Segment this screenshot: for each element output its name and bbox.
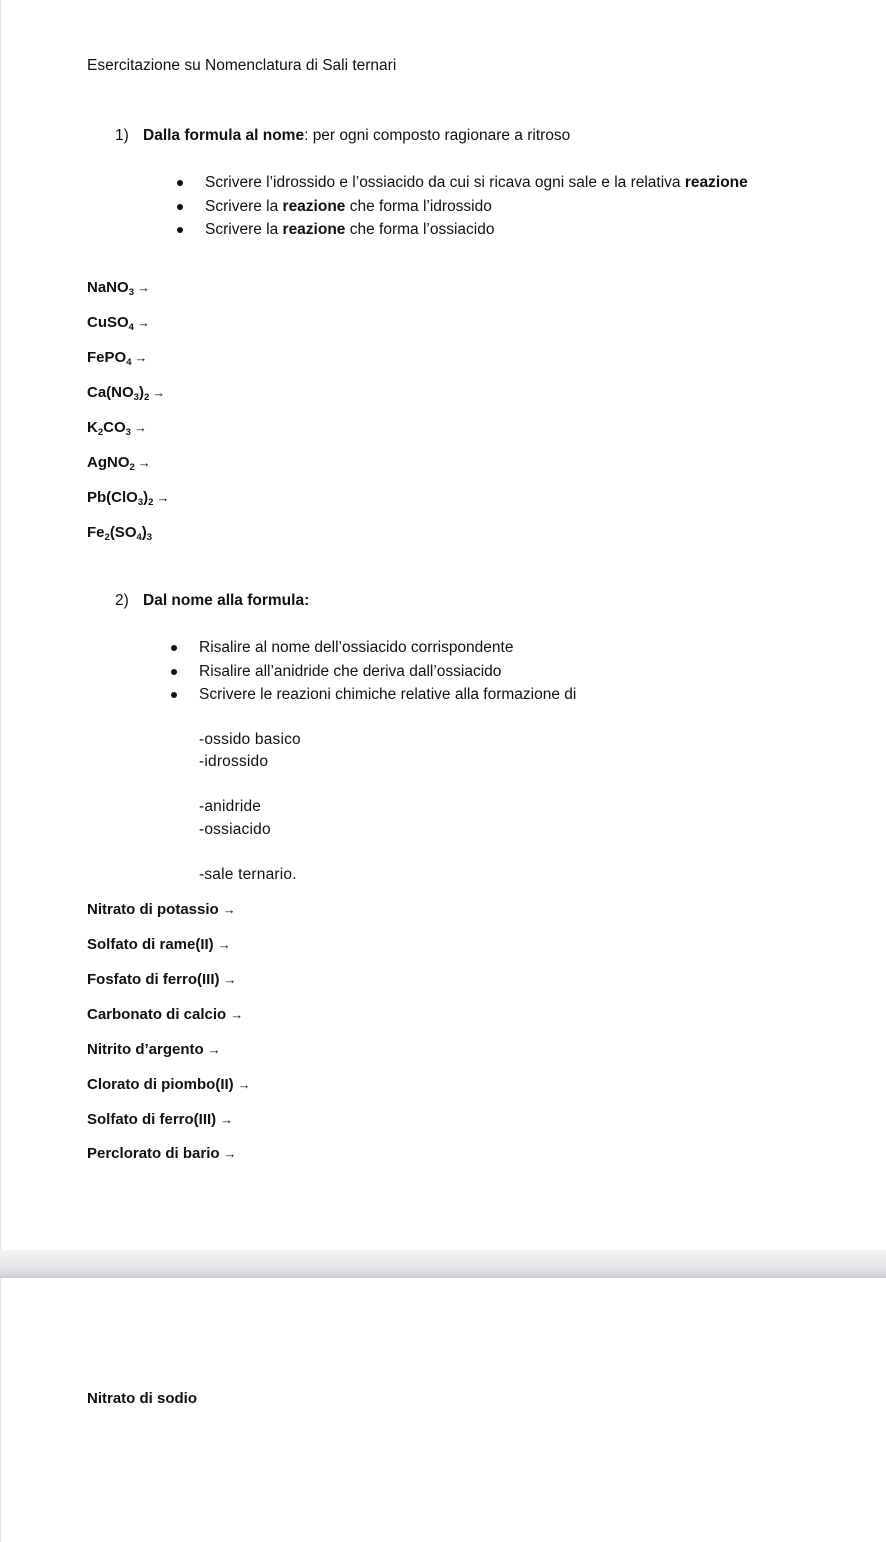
arrow-icon: → bbox=[133, 420, 147, 435]
section-2-number: 2) bbox=[115, 592, 129, 609]
arrow-icon: → bbox=[137, 455, 151, 470]
arrow-icon: → bbox=[217, 937, 231, 952]
formula-row: $Fe_2(SO_4)_3$ bbox=[87, 524, 153, 543]
salt-name-row: Nitrito d’argento → bbox=[87, 1041, 221, 1058]
section-2-heading bbox=[115, 592, 309, 610]
arrow-icon: → bbox=[207, 1042, 221, 1057]
subitem-anidride: -anidride bbox=[199, 798, 262, 815]
arrow-icon: → bbox=[222, 902, 236, 917]
instruction-item: Scrivere le reazioni chimiche relative alla formazione di bbox=[199, 683, 576, 707]
arrow-icon: → bbox=[223, 1146, 237, 1161]
formula-row: $K_2CO_3$ → bbox=[87, 419, 147, 438]
section-2-instructions bbox=[199, 636, 576, 707]
arrow-icon: → bbox=[134, 350, 148, 365]
instruction-item: Risalire all’anidride che deriva dall’ossiacido bbox=[199, 660, 576, 684]
instruction-item: Risalire al nome dell’ossiacido corrispondente bbox=[199, 636, 576, 660]
section-1-instructions bbox=[205, 171, 748, 242]
salt-name-row: Carbonato di calcio → bbox=[87, 1006, 244, 1023]
arrow-icon: → bbox=[156, 490, 170, 505]
arrow-icon: → bbox=[223, 972, 237, 987]
salt-name-row: Solfato di rame(II) → bbox=[87, 936, 231, 953]
formula-row: NaNO$_3$ → bbox=[87, 279, 150, 298]
subitem-sale-ternario: -sale ternario. bbox=[199, 866, 297, 883]
arrow-icon: → bbox=[230, 1007, 244, 1022]
salt-name-row: Nitrato di potassio → bbox=[87, 901, 236, 918]
subitem-ossido-basico: -ossido basico bbox=[199, 731, 301, 748]
formula-row: FePO$_4$ → bbox=[87, 349, 148, 368]
instruction-item: Scrivere la reazione che forma l’ossiacido bbox=[205, 218, 748, 242]
section-1-heading bbox=[115, 127, 570, 145]
arrow-icon: → bbox=[136, 315, 150, 330]
section-1-number: 1) bbox=[115, 127, 129, 144]
section-1-heading-bold: Dalla formula al nome bbox=[143, 127, 305, 144]
document-title: Esercitazione su Nomenclatura di Sali ternari bbox=[87, 57, 397, 74]
formula-row: $Pb(ClO_3)_2$ → bbox=[87, 489, 170, 508]
salt-name-nitrato-di-sodio: Nitrato di sodio bbox=[87, 1390, 197, 1407]
arrow-icon: → bbox=[220, 1112, 234, 1127]
instruction-item: Scrivere l’idrossido e l’ossiacido da cui si ricava ogni sale e la relativa reazione bbox=[205, 171, 748, 195]
page-separator bbox=[0, 1250, 886, 1278]
instruction-item: Scrivere la reazione che forma l’idrossido bbox=[205, 195, 748, 219]
document-page-2 bbox=[0, 1278, 886, 1542]
arrow-icon: → bbox=[136, 280, 150, 295]
section-1-heading-rest: : per ogni composto ragionare a ritroso bbox=[304, 127, 571, 144]
section-2-heading-bold: Dal nome alla formula: bbox=[143, 592, 310, 609]
salt-name-row: Perclorato di bario → bbox=[87, 1145, 237, 1162]
salt-name-row: Fosfato di ferro(III) → bbox=[87, 971, 237, 988]
subitem-idrossido: -idrossido bbox=[199, 753, 269, 770]
arrow-icon: → bbox=[152, 385, 166, 400]
subitem-ossiacido: -ossiacido bbox=[199, 821, 271, 838]
formula-row: AgNO$_2$ → bbox=[87, 454, 151, 473]
salt-name-row: Clorato di piombo(II) → bbox=[87, 1076, 251, 1093]
formula-row: $Ca(NO_3)_2$ → bbox=[87, 384, 166, 403]
formula-row: CuSO$_4$ → bbox=[87, 314, 150, 333]
salt-name-row: Solfato di ferro(III) → bbox=[87, 1111, 234, 1128]
arrow-icon: → bbox=[237, 1077, 251, 1092]
